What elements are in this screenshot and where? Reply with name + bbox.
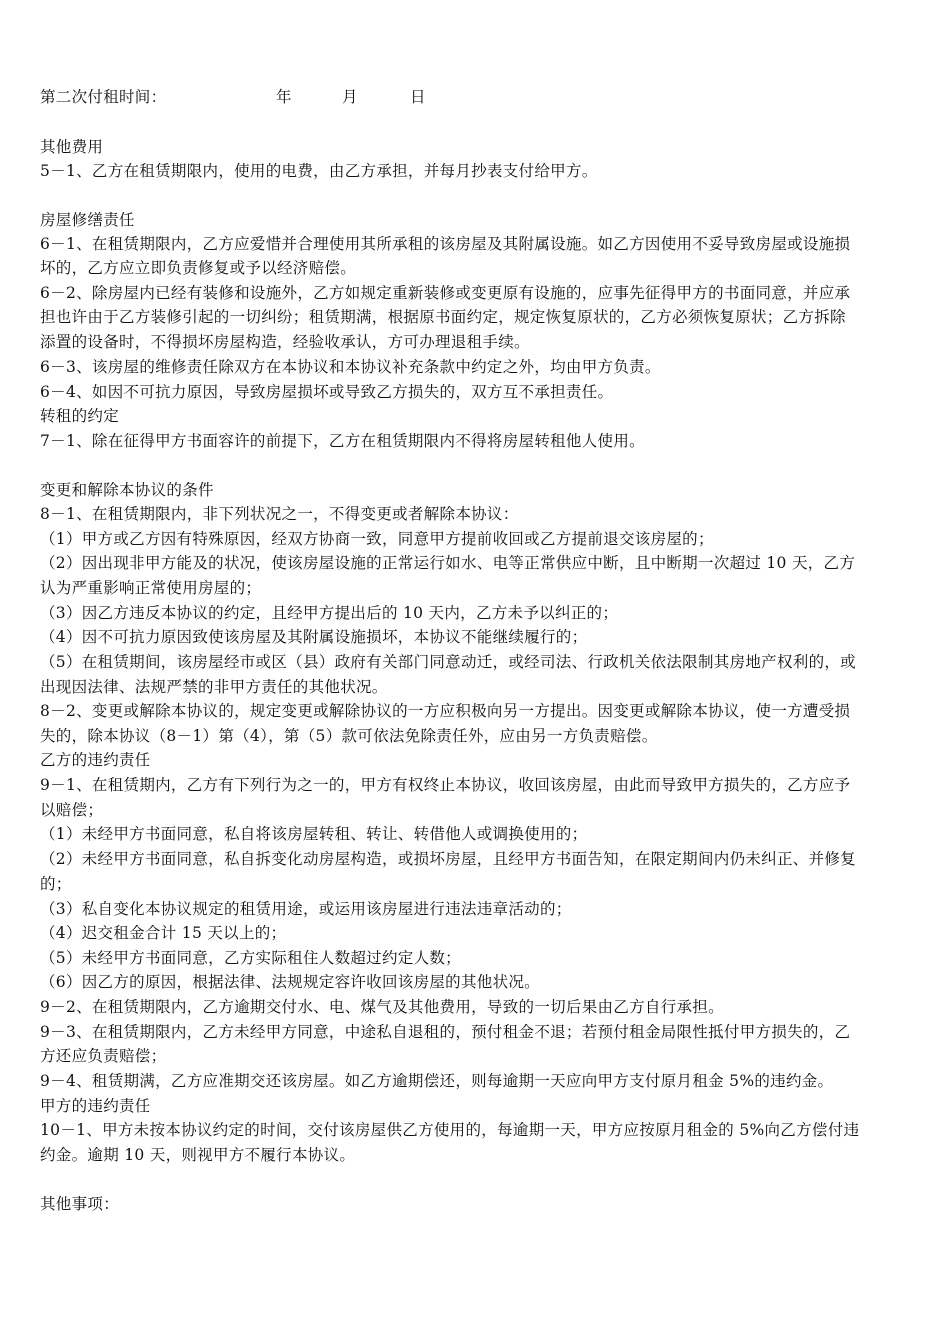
day-label: 日 (410, 88, 426, 106)
clause-9-1-item-3: （3）私自变化本协议规定的租赁用途，或运用该房屋进行违法违章活动的； (40, 900, 572, 918)
clause-8-1-item-5-line-2: 出现因法律、法规严禁的非甲方责任的其他状况。 (40, 678, 388, 696)
clause-8-1-item-1: （1）甲方或乙方因有特殊原因，经双方协商一致，同意甲方提前收回或乙方提前退交该房屋的； (40, 530, 714, 548)
month-label: 月 (342, 88, 358, 106)
section-title-party-a-liability: 甲方的违约责任 (40, 1097, 151, 1115)
second-payment-time-line (40, 86, 912, 108)
clause-7-1: 7－1、除在征得甲方书面容许的前提下，乙方在租赁期限内不得将房屋转租他人使用。 (40, 432, 645, 450)
clause-9-1-item-2-line-2: 的； (40, 875, 72, 893)
section-title-sublease: 转租的约定 (40, 407, 120, 425)
clause-5-1: 5－1、乙方在租赁期限内，使用的电费，由乙方承担，并每月抄表支付给甲方。 (40, 162, 598, 180)
clause-9-1-line-2: 以赔偿； (40, 801, 104, 819)
clause-9-3-line-2: 方还应负责赔偿； (40, 1047, 167, 1065)
clause-8-1-item-5-line-1: （5）在租赁期间，该房屋经市或区（县）政府有关部门同意动迁，或经司法、行政机关依法限制其房地产权利的，或 (40, 653, 856, 671)
second-payment-time-label: 第二次付租时间： (40, 88, 167, 106)
clause-6-2-line-2: 担也许由于乙方装修引起的一切纠纷；租赁期满，根据原书面约定，规定恢复原状的，乙方必须恢复原状；乙方拆除 (40, 308, 846, 326)
clause-8-1: 8－1、在租赁期限内，非下列状况之一，不得变更或者解除本协议： (40, 505, 519, 523)
clause-8-2-line-1: 8－2、变更或解除本协议的，规定变更或解除协议的一方应积极向另一方提出。因变更或解除本协议，使一方遭受损 (40, 702, 851, 720)
clause-9-1-item-4: （4）迟交租金合计 15 天以上的； (40, 924, 287, 942)
clause-9-1-item-5: （5）未经甲方书面同意，乙方实际租住人数超过约定人数； (40, 949, 461, 967)
clause-6-2-line-3: 添置的设备时，不得损坏房屋构造，经验收承认，方可办理退租手续。 (40, 333, 530, 351)
clause-8-2-line-2: 失的，除本协议（8－1）第（4），第（5）款可依法免除责任外，应由另一方负责赔偿。 (40, 727, 658, 745)
clause-9-3-line-1: 9－3、在租赁期限内，乙方未经甲方同意，中途私自退租的，预付租金不退；若预付租金局限性抵付甲方损失的，乙 (40, 1023, 851, 1041)
section-title-other-fees: 其他费用 (40, 138, 104, 156)
clause-10-1-line-2: 约金。逾期 10 天，则视甲方不履行本协议。 (40, 1146, 356, 1164)
clause-8-1-item-4: （4）因不可抗力原因致使该房屋及其附属设施损坏，本协议不能继续履行的； (40, 628, 588, 646)
year-label: 年 (276, 88, 292, 106)
clause-6-2-line-1: 6－2、除房屋内已经有装修和设施外，乙方如规定重新装修或变更原有设施的，应事先征得甲方的书面同意，并应承 (40, 284, 851, 302)
section-title-other-matters: 其他事项： (40, 1195, 120, 1213)
clause-9-1-item-1: （1）未经甲方书面同意，私自将该房屋转租、转让、转借他人或调换使用的； (40, 825, 588, 843)
clause-8-1-item-2-line-1: （2）因出现非甲方能及的状况，使该房屋设施的正常运行如水、电等正常供应中断，且中断期一次超过 10 天，乙方 (40, 554, 856, 572)
clause-10-1-line-1: 10－1、甲方未按本协议约定的时间，交付该房屋供乙方使用的，每逾期一天，甲方应按原月租金的 5%向乙方偿付违 (40, 1121, 860, 1139)
section-title-party-b-liability: 乙方的违约责任 (40, 751, 151, 769)
clause-8-1-item-3: （3）因乙方违反本协议的约定，且经甲方提出后的 10 天内，乙方未予以纠正的； (40, 604, 619, 622)
clause-6-1-line-1: 6－1、在租赁期限内，乙方应爱惜并合理使用其所承租的该房屋及其附属设施。如乙方因使用不妥导致房屋或设施损 (40, 235, 851, 253)
clause-8-1-item-2-line-2: 认为严重影响正常使用房屋的； (40, 579, 262, 597)
clause-6-4: 6－4、如因不可抗力原因，导致房屋损坏或导致乙方损失的，双方互不承担责任。 (40, 383, 614, 401)
section-title-change-termination: 变更和解除本协议的条件 (40, 481, 214, 499)
clause-9-4: 9－4、租赁期满，乙方应准期交还该房屋。如乙方逾期偿还，则每逾期一天应向甲方支付原月租金 5%的违约金。 (40, 1072, 834, 1090)
clause-9-1-line-1: 9－1、在租赁期内，乙方有下列行为之一的，甲方有权终止本协议，收回该房屋，由此而导致甲方损失的，乙方应予 (40, 776, 851, 794)
clause-6-1-line-2: 坏的，乙方应立即负责修复或予以经济赔偿。 (40, 259, 357, 277)
section-title-repair-duty: 房屋修缮责任 (40, 211, 135, 229)
clause-9-2: 9－2、在租赁期限内，乙方逾期交付水、电、煤气及其他费用，导致的一切后果由乙方自行承担。 (40, 998, 724, 1016)
clause-6-3: 6－3、该房屋的维修责任除双方在本协议和本协议补充条款中约定之外，均由甲方负责。 (40, 358, 661, 376)
clause-9-1-item-2-line-1: （2）未经甲方书面同意，私自拆变化动房屋构造，或损坏房屋，且经甲方书面告知，在限定期间内仍未纠正、并修复 (40, 850, 856, 868)
clause-9-1-item-6: （6）因乙方的原因，根据法律、法规规定容许收回该房屋的其他状况。 (40, 973, 540, 991)
